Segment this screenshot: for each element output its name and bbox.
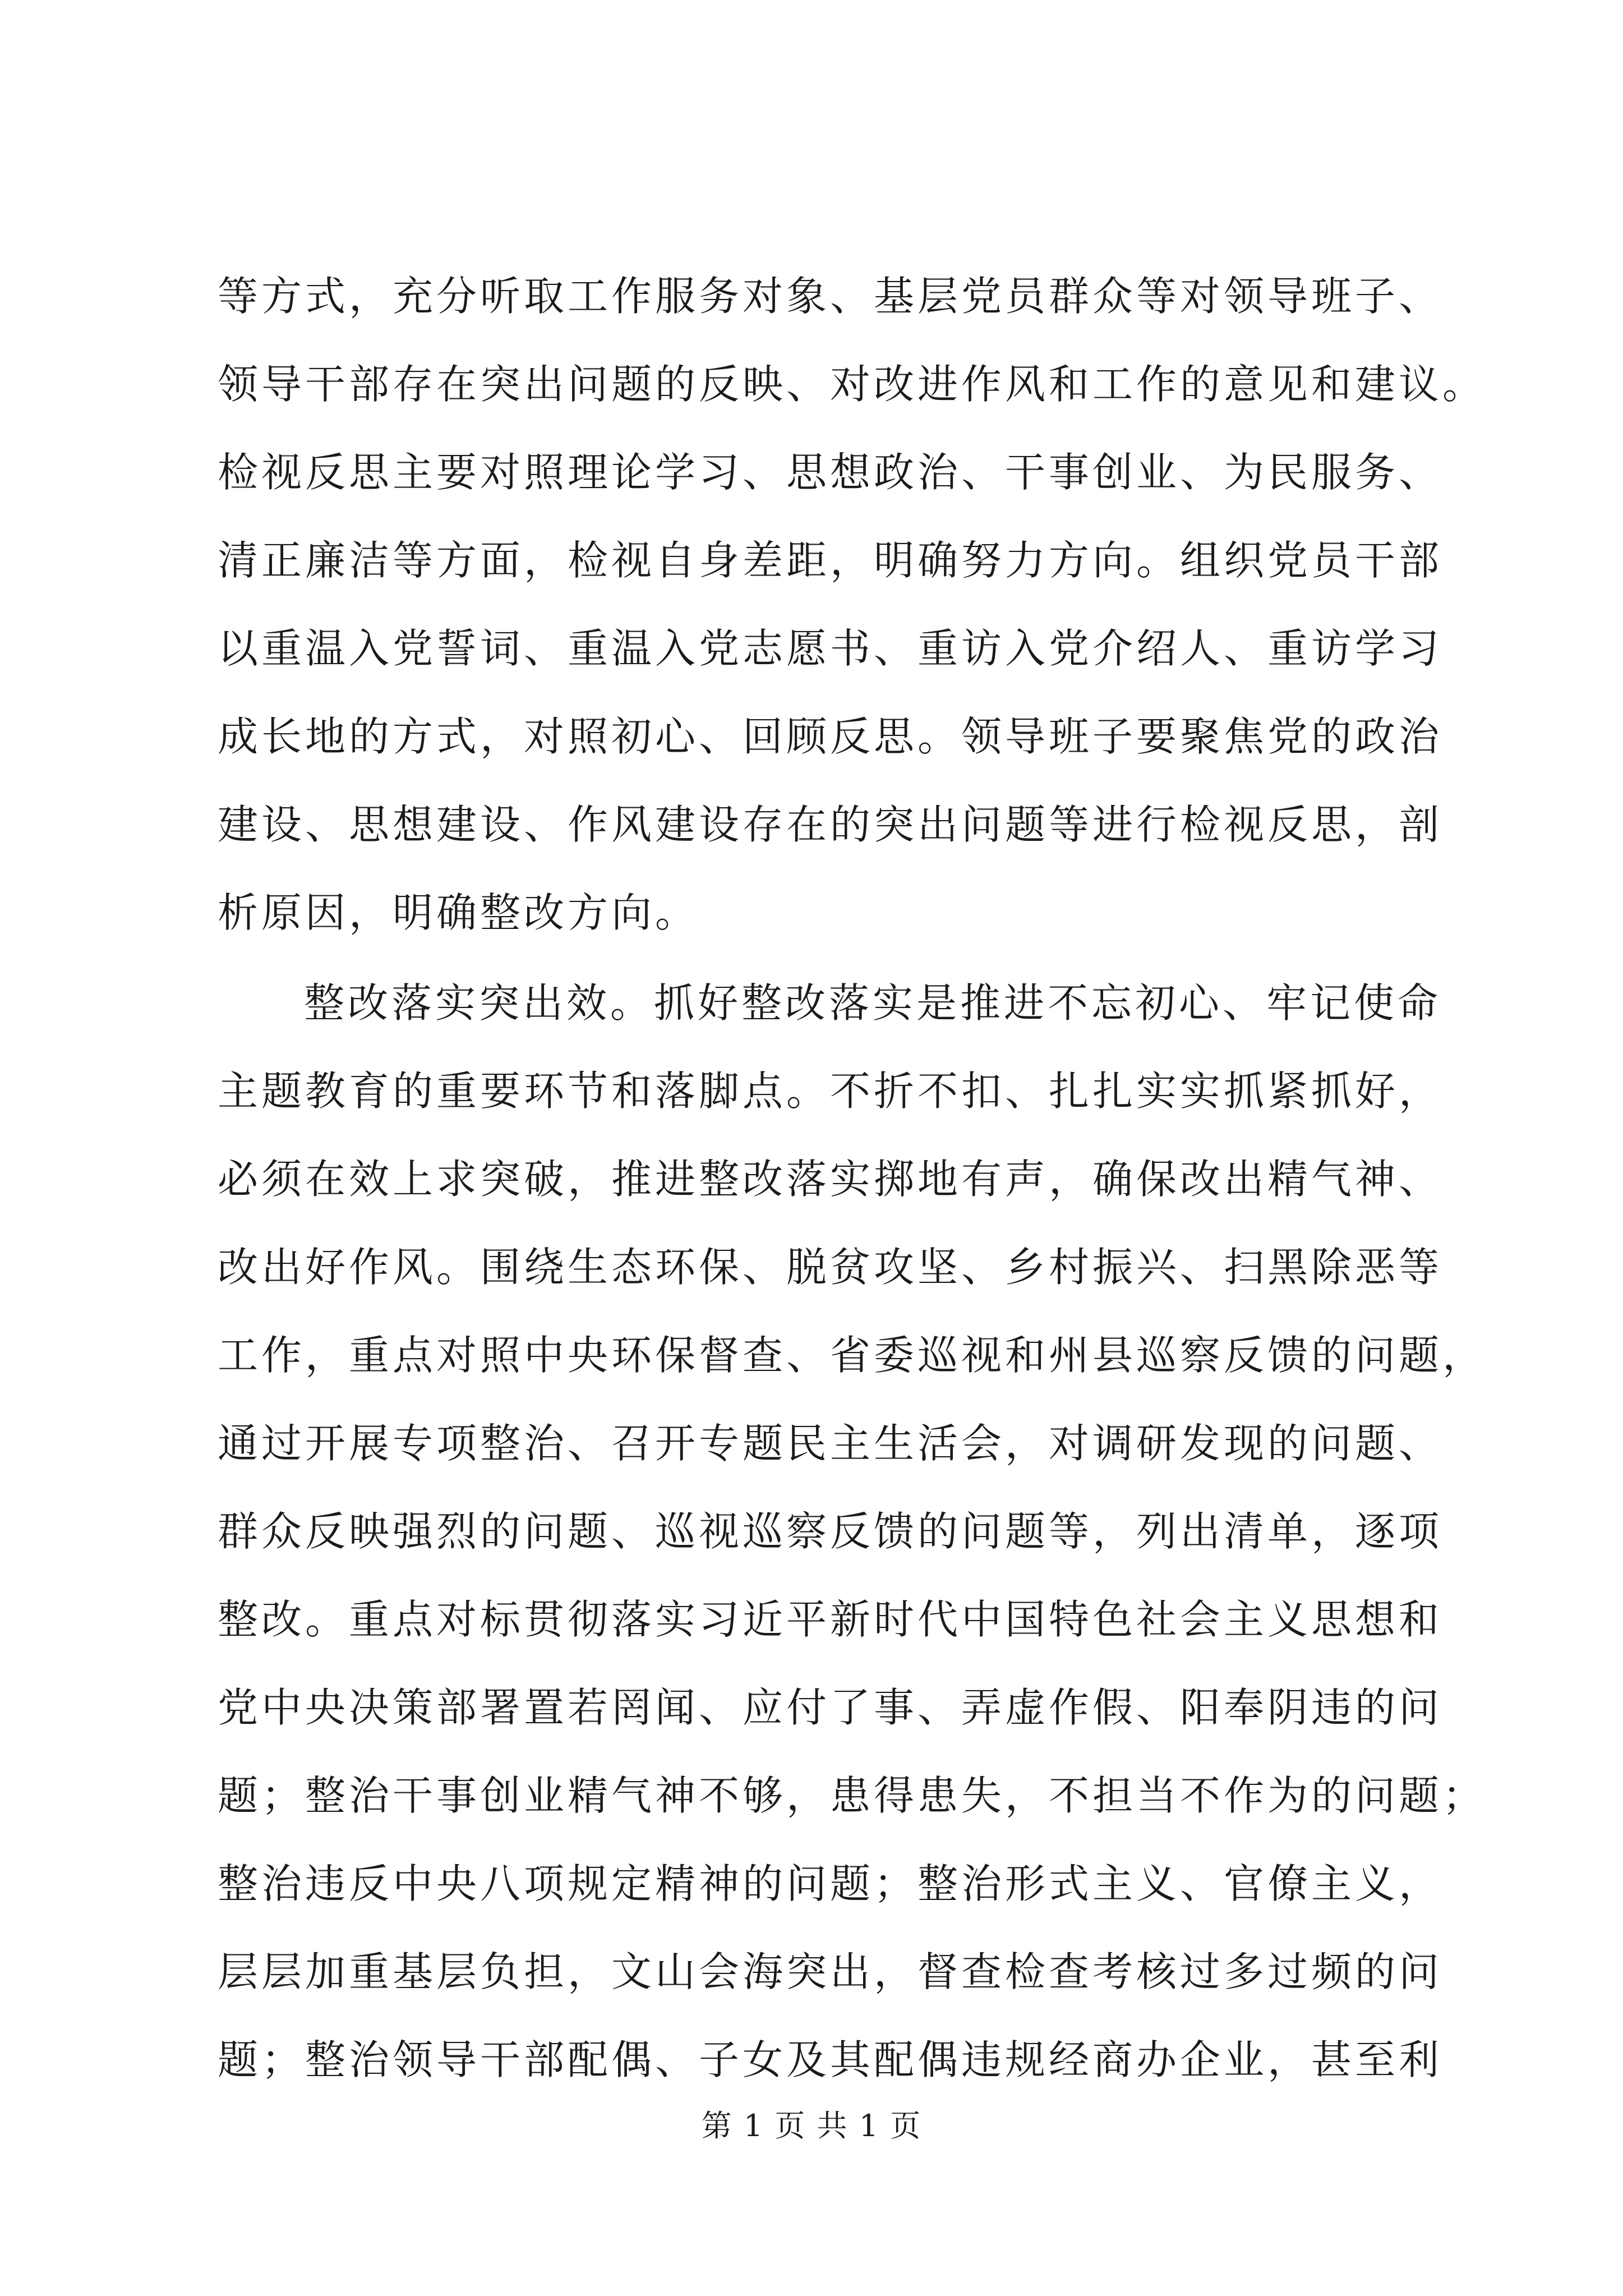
text-line: 层层加重基层负担，文山会海突出，督查检查考核过多过频的问 bbox=[218, 1948, 1443, 1995]
text-line: 成长地的方式，对照初心、回顾反思。领导班子要聚焦党的政治 bbox=[218, 713, 1443, 760]
text-line: 清正廉洁等方面，检视自身差距，明确努力方向。组织党员干部 bbox=[218, 537, 1443, 584]
text-line: 工作，重点对照中央环保督查、省委巡视和州县巡察反馈的问题， bbox=[218, 1332, 1487, 1379]
text-line: 题；整治领导干部配偶、子女及其配偶违规经商办企业，甚至利 bbox=[218, 2036, 1443, 2083]
text-line: 领导干部存在突出问题的反映、对改进作风和工作的意见和建议。 bbox=[218, 361, 1487, 408]
text-line: 析原因，明确整改方向。 bbox=[218, 889, 699, 936]
text-line: 改出好作风。围绕生态环保、脱贫攻坚、乡村振兴、扫黑除恶等 bbox=[218, 1244, 1443, 1291]
page-footer: 第 1 页 共 1 页 bbox=[701, 2108, 922, 2143]
text-line: 必须在效上求突破，推进整改落实掷地有声，确保改出精气神、 bbox=[218, 1156, 1443, 1203]
paragraph-first-line: 整改落实突出效。抓好整改落实是推进不忘初心、牢记使命 bbox=[304, 979, 1442, 1027]
text-line: 党中央决策部署置若罔闻、应付了事、弄虚作假、阳奉阴违的问 bbox=[218, 1684, 1443, 1731]
text-line: 整改。重点对标贯彻落实习近平新时代中国特色社会主义思想和 bbox=[218, 1596, 1443, 1643]
text-line: 建设、思想建设、作风建设存在的突出问题等进行检视反思，剖 bbox=[218, 801, 1443, 848]
text-line: 题；整治干事创业精气神不够，患得患失，不担当不作为的问题； bbox=[218, 1772, 1487, 1819]
text-line: 以重温入党誓词、重温入党志愿书、重访入党介绍人、重访学习 bbox=[218, 625, 1443, 672]
text-line: 通过开展专项整治、召开专题民主生活会，对调研发现的问题、 bbox=[218, 1420, 1443, 1467]
text-line: 群众反映强烈的问题、巡视巡察反馈的问题等，列出清单，逐项 bbox=[218, 1508, 1443, 1555]
text-line: 主题教育的重要环节和落脚点。不折不扣、扎扎实实抓紧抓好， bbox=[218, 1068, 1443, 1115]
text-line: 等方式，充分听取工作服务对象、基层党员群众等对领导班子、 bbox=[218, 273, 1443, 320]
text-line: 检视反思主要对照理论学习、思想政治、干事创业、为民服务、 bbox=[218, 449, 1443, 496]
text-line: 整治违反中央八项规定精神的问题；整治形式主义、官僚主义， bbox=[218, 1860, 1443, 1907]
